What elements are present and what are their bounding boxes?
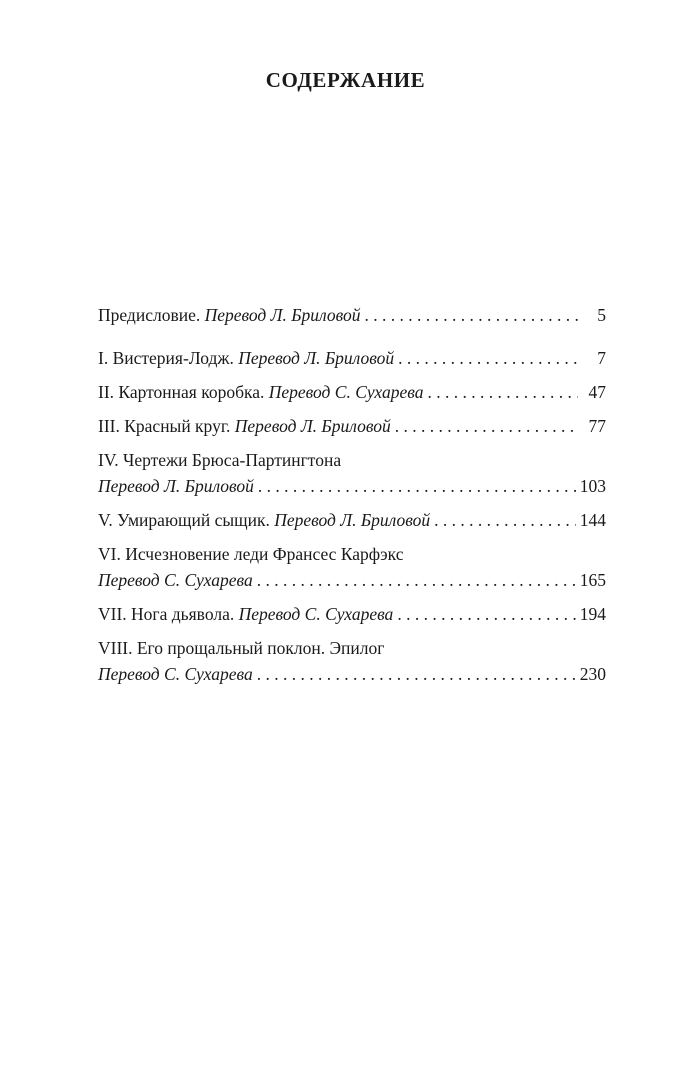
dot-leader — [427, 379, 578, 405]
dot-leader — [395, 413, 578, 439]
toc-entry-6 — [98, 541, 606, 593]
page-number: 230 — [579, 664, 606, 684]
toc-title-line — [98, 447, 606, 473]
toc-line — [98, 379, 606, 405]
entry-translator: Перевод С. Сухарева — [98, 570, 253, 590]
dot-leader — [434, 507, 576, 533]
dot-leader — [258, 473, 576, 499]
toc-entry-2 — [98, 379, 606, 405]
toc-line — [98, 601, 606, 627]
toc-line — [98, 567, 606, 593]
entry-title: VI. Исчезновение леди Франсес Карфэкс — [98, 544, 404, 564]
entry-title: IV. Чертежи Брюса-Партингтона — [98, 450, 342, 470]
entry-translator: Перевод С. Сухарева — [98, 664, 253, 684]
entry-translator: Перевод С. Сухарева — [268, 382, 424, 402]
page-number: 165 — [579, 570, 606, 590]
toc-entry-5 — [98, 507, 606, 533]
entry-title: I. Вистерия-Лодж. — [98, 348, 239, 368]
toc-line — [98, 661, 606, 687]
toc-line — [98, 507, 606, 533]
page-number: 5 — [597, 305, 606, 325]
toc-entry-3 — [98, 413, 606, 439]
dot-leader — [257, 661, 576, 687]
entry-translator: Перевод Л. Бриловой — [204, 305, 361, 325]
dot-leader — [398, 345, 578, 371]
entry-title: III. Красный круг. — [98, 416, 235, 436]
entry-title: Предисловие. — [98, 305, 205, 325]
entry-translator: Перевод С. Сухарева — [238, 604, 394, 624]
toc-entry-1 — [98, 345, 606, 371]
page-number: 7 — [597, 348, 606, 368]
entry-title: VIII. Его прощальный поклон. Эпилог — [98, 638, 385, 658]
entry-translator: Перевод Л. Бриловой — [234, 416, 391, 436]
toc-title-line — [98, 635, 606, 661]
page-number: 47 — [588, 382, 606, 402]
toc-line — [98, 413, 606, 439]
toc-entry-4 — [98, 447, 606, 499]
toc-line — [98, 302, 606, 328]
toc-line — [98, 345, 606, 371]
entry-translator: Перевод Л. Бриловой — [274, 510, 431, 530]
entry-title: II. Картонная коробка. — [98, 382, 269, 402]
entry-title: V. Умирающий сыщик. — [98, 510, 275, 530]
table-of-contents — [98, 302, 606, 695]
toc-entry-preface — [98, 302, 606, 328]
toc-entry-7 — [98, 601, 606, 627]
dot-leader — [397, 601, 575, 627]
entry-translator: Перевод Л. Бриловой — [98, 476, 254, 496]
toc-line — [98, 473, 606, 499]
toc-entry-8 — [98, 635, 606, 687]
page-number: 194 — [579, 604, 606, 624]
entry-title: VII. Нога дьявола. — [98, 604, 239, 624]
entry-translator: Перевод Л. Бриловой — [238, 348, 395, 368]
toc-title-line — [98, 541, 606, 567]
page-number: 103 — [579, 476, 606, 496]
dot-leader — [257, 567, 576, 593]
page-number: 144 — [579, 510, 606, 530]
dot-leader — [365, 302, 578, 328]
page-number: 77 — [588, 416, 606, 436]
page-title: СОДЕРЖАНИЕ — [265, 68, 426, 92]
